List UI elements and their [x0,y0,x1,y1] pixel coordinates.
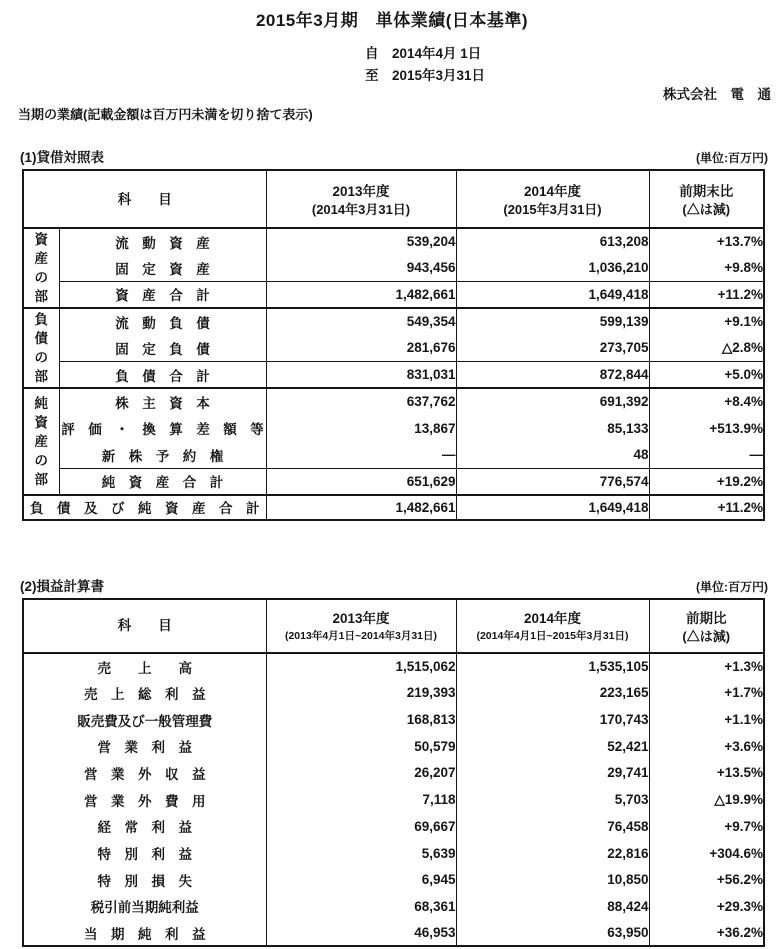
change-value: +8.4% [649,388,764,415]
table-row [23,228,764,255]
income-statement-unit-label: (単位:百万円) [696,579,768,594]
fy2013-value: 13,867 [266,415,456,442]
balance-sheet-unit-label: (単位:百万円) [696,151,768,165]
table-row [23,733,764,760]
change-value: +1.3% [649,653,764,680]
fy2014-value: 1,535,105 [456,653,649,680]
table-row [23,920,764,947]
item-cell: 負 債 合 計 [59,361,266,388]
change-value: +13.5% [649,760,764,787]
item-cell: 新 株 予 約 権 [59,442,266,469]
fy2014-value: 776,574 [456,468,649,495]
fy2014-value: 10,850 [456,866,649,893]
item-cell: 純 資 産 合 計 [59,468,266,495]
fy2014-value: 85,133 [456,415,649,442]
change-column-header: 前期末比 (△は減) [649,170,764,228]
fy2013-value: 1,515,062 [266,653,456,680]
fy2013-value: 69,667 [266,813,456,840]
balance-sheet-section-header [20,149,768,167]
item-cell: 株 主 資 本 [59,388,266,415]
subtotal-row [23,361,764,388]
change-value: +513.9% [649,415,764,442]
item-cell: 負 債 及 び 純 資 産 合 計 [23,495,266,520]
fy2013-value: 7,118 [266,786,456,813]
item-column-header: 科 目 [23,599,266,653]
change-value: △2.8% [649,335,764,362]
change-value: +36.2% [649,920,764,947]
fy2014-value: 691,392 [456,388,649,415]
table-row [23,840,764,867]
change-value: +9.1% [649,308,764,335]
table-row [23,308,764,335]
assets-group-label: 資産の部 [23,228,59,308]
item-cell: 営 業 外 費 用 [23,786,266,813]
fy2013-value: 539,204 [266,228,456,255]
fy2014-value: 48 [456,442,649,469]
change-value: +5.0% [649,361,764,388]
income-statement-section-label: (2)損益計算書 [20,578,104,594]
item-cell: 税引前当期純利益 [23,893,266,920]
table-row [23,415,764,442]
period-to: 至 2015年3月31日 [365,68,486,83]
fy2014-value: 273,705 [456,335,649,362]
fy2013-value: 5,639 [266,840,456,867]
fy2013-value: 637,762 [266,388,456,415]
document-title: 2015年3月期 単体業績(日本基準) [255,11,529,30]
item-column-header: 科 目 [23,170,266,228]
fy2014-value: 88,424 [456,893,649,920]
fiscal-period [365,43,784,87]
period-from: 自 2014年4月 1日 [365,46,482,61]
fy2013-value: 168,813 [266,706,456,733]
fy2013-value: 219,393 [266,680,456,707]
item-cell: 資 産 合 計 [59,281,266,308]
item-cell: 流 動 資 産 [59,228,266,255]
fy2013-value: 68,361 [266,893,456,920]
table-row [23,335,764,362]
table-row [23,388,764,415]
fy2014-value: 599,139 [456,308,649,335]
liabilities-group-label: 負債の部 [23,308,59,388]
fy2013-value: 831,031 [266,361,456,388]
fy2013-column-header: 2013年度 (2013年4月1日~2014年3月31日) [266,599,456,653]
change-value: +304.6% [649,840,764,867]
fy2014-value: 63,950 [456,920,649,947]
fy2013-value: ― [266,442,456,469]
subtotal-row [23,468,764,495]
subtotal-row [23,281,764,308]
table-row [23,680,764,707]
fy2014-value: 5,703 [456,786,649,813]
change-value: ― [649,442,764,469]
change-value: +1.1% [649,706,764,733]
change-value: +29.3% [649,893,764,920]
table-row [23,706,764,733]
fy2014-value: 1,036,210 [456,255,649,282]
fy2014-value: 76,458 [456,813,649,840]
change-value: +9.7% [649,813,764,840]
balance-sheet-section-label: (1)貸借対照表 [20,150,104,165]
balance-sheet-header-row [23,170,764,228]
item-cell: 売 上 総 利 益 [23,680,266,707]
income-statement-section-header [20,578,768,596]
fy2014-value: 1,649,418 [456,495,649,520]
fy2013-value: 281,676 [266,335,456,362]
grand-total-row [23,495,764,520]
rounding-note: 当期の業績(記載金額は百万円未満を切り捨て表示) [18,107,313,122]
item-cell: 経 常 利 益 [23,813,266,840]
net-assets-group-label: 純資産の部 [23,388,59,495]
fy2014-value: 52,421 [456,733,649,760]
fy2013-value: 46,953 [266,920,456,947]
item-cell: 販売費及び一般管理費 [23,706,266,733]
change-value: +19.2% [649,468,764,495]
income-statement-header-row [23,599,764,653]
change-value: +56.2% [649,866,764,893]
item-cell: 特 別 損 失 [23,866,266,893]
fy2014-value: 613,208 [456,228,649,255]
fy2013-value: 6,945 [266,866,456,893]
table-row [23,813,764,840]
item-cell: 特 別 利 益 [23,840,266,867]
change-value: +11.2% [649,495,764,520]
fy2014-value: 872,844 [456,361,649,388]
change-value: +11.2% [649,281,764,308]
change-value: +3.6% [649,733,764,760]
table-row [23,893,764,920]
table-row [23,786,764,813]
item-cell: 評 価 ・ 換 算 差 額 等 [59,415,266,442]
fy2013-value: 1,482,661 [266,281,456,308]
fy2014-value: 170,743 [456,706,649,733]
fy2014-value: 223,165 [456,680,649,707]
fy2013-value: 50,579 [266,733,456,760]
table-row [23,653,764,680]
fy2013-value: 943,456 [266,255,456,282]
table-row [23,442,764,469]
fy2013-value: 1,482,661 [266,495,456,520]
fy2014-column-header: 2014年度 (2015年3月31日) [456,170,649,228]
fy2014-value: 1,649,418 [456,281,649,308]
balance-sheet-table [22,169,765,521]
fy2013-value: 651,629 [266,468,456,495]
item-cell: 当 期 純 利 益 [23,920,266,947]
item-cell: 流 動 負 債 [59,308,266,335]
item-cell: 固 定 負 債 [59,335,266,362]
table-row [23,760,764,787]
fy2014-column-header: 2014年度 (2014年4月1日~2015年3月31日) [456,599,649,653]
change-value: +1.7% [649,680,764,707]
item-cell: 売 上 高 [23,653,266,680]
change-value: △19.9% [649,786,764,813]
table-row [23,866,764,893]
item-cell: 固 定 資 産 [59,255,266,282]
fy2013-value: 549,354 [266,308,456,335]
company-name: 株式会社 電 通 [663,87,771,102]
fy2013-column-header: 2013年度 (2014年3月31日) [266,170,456,228]
item-cell: 営 業 外 収 益 [23,760,266,787]
change-column-header: 前期比 (△は減) [649,599,764,653]
change-value: +13.7% [649,228,764,255]
table-row [23,255,764,282]
income-statement-table [22,598,765,948]
fy2014-value: 29,741 [456,760,649,787]
item-cell: 営 業 利 益 [23,733,266,760]
fy2014-value: 22,816 [456,840,649,867]
fy2013-value: 26,207 [266,760,456,787]
change-value: +9.8% [649,255,764,282]
